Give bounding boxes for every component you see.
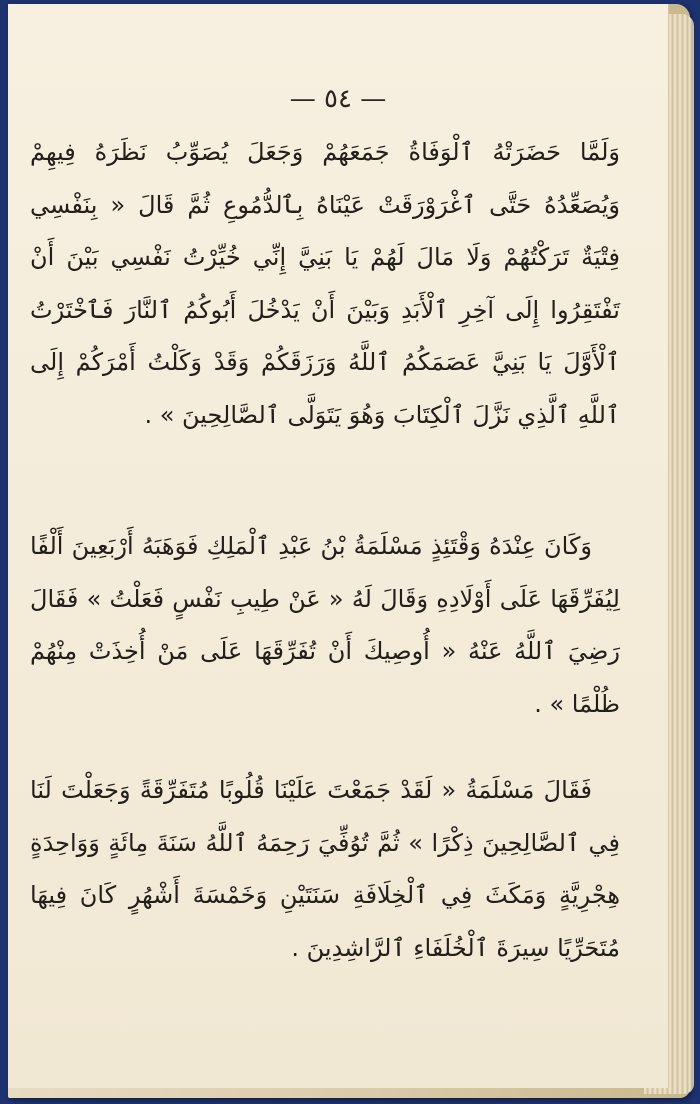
book-page bbox=[8, 4, 669, 1088]
paragraph-3: فَقَالَ مَسْلَمَةُ « لَقَدْ جَمَعْتَ عَلَيْنَا قُلُوبًا مُتَفَرِّقَةً وَجَعَلْتَ لَنَا فِي ٱلصَّالِحِينَ ذِكْرًا » ثُمَّ تُوُفِّيَ رَحِمَهُ ٱللَّهُ سَنَةَ مِائَةٍ وَوَاحِدَةٍ هِجْرِيَّةٍ وَمَكَثَ فِي ٱلْخِلَافَةِ سَنَتَيْنِ وَخَمْسَةَ أَشْهُرٍ كَانَ فِيهَا مُتَحَرِّيًا سِيرَةَ ٱلْخُلَفَاءِ ٱلرَّاشِدِينَ . bbox=[30, 776, 620, 962]
text-block-2 bbox=[30, 520, 620, 730]
text-block-1 bbox=[30, 126, 620, 441]
paragraph-2: وَكَانَ عِنْدَهُ وَقْتَئِذٍ مَسْلَمَةُ بْنُ عَبْدِ ٱلْمَلِكِ فَوَهَبَهُ أَرْبَعِينَ أَلْفًا لِيُفَرِّقَهَا عَلَى أَوْلَادِهِ وَقَالَ لَهُ « عَنْ طِيبِ نَفْسٍ فَعَلْتُ » فَقَالَ رَضِيَ ٱللَّهُ عَنْهُ « أُوصِيكَ أَنْ تُفَرِّقَهَا عَلَى مَنْ أُخِذَتْ مِنْهُمْ ظُلْمًا » . bbox=[30, 532, 620, 718]
paragraph-1: وَلَمَّا حَضَرَتْهُ ٱلْوَفَاةُ جَمَعَهُمْ وَجَعَلَ يُصَوِّبُ نَظَرَهُ فِيهِمْ وَيُصَعِّدُهُ حَتَّى ٱغْرَوْرَقَتْ عَيْنَاهُ بِٱلدُّمُوعِ ثُمَّ قَالَ « بِنَفْسِي فِتْيَةٌ تَرَكْتُهُمْ وَلَا مَالَ لَهُمْ يَا بَنِيَّ إِنِّي خُيِّرْتُ نَفْسِي بَيْنَ أَنْ تَفْتَقِرُوا إِلَى آخِرِ ٱلْأَبَدِ وَبَيْنَ أَنْ يَدْخُلَ أَبُوكُمُ ٱلنَّارَ فَٱخْتَرْتُ ٱلْأَوَّلَ يَا بَنِيَّ عَصَمَكُمُ ٱللَّهُ وَرَزَقَكُمْ وَقَدْ وَكَلْتُ أَمْرَكُمْ إِلَى ٱللَّهِ ٱلَّذِي نَزَّلَ ٱلْكِتَابَ وَهُوَ يَتَوَلَّى ٱلصَّالِحِينَ » . bbox=[30, 138, 620, 429]
book-page-stack bbox=[8, 4, 690, 1098]
text-block-3 bbox=[30, 764, 620, 974]
page-number: — ٥٤ — bbox=[289, 84, 387, 114]
